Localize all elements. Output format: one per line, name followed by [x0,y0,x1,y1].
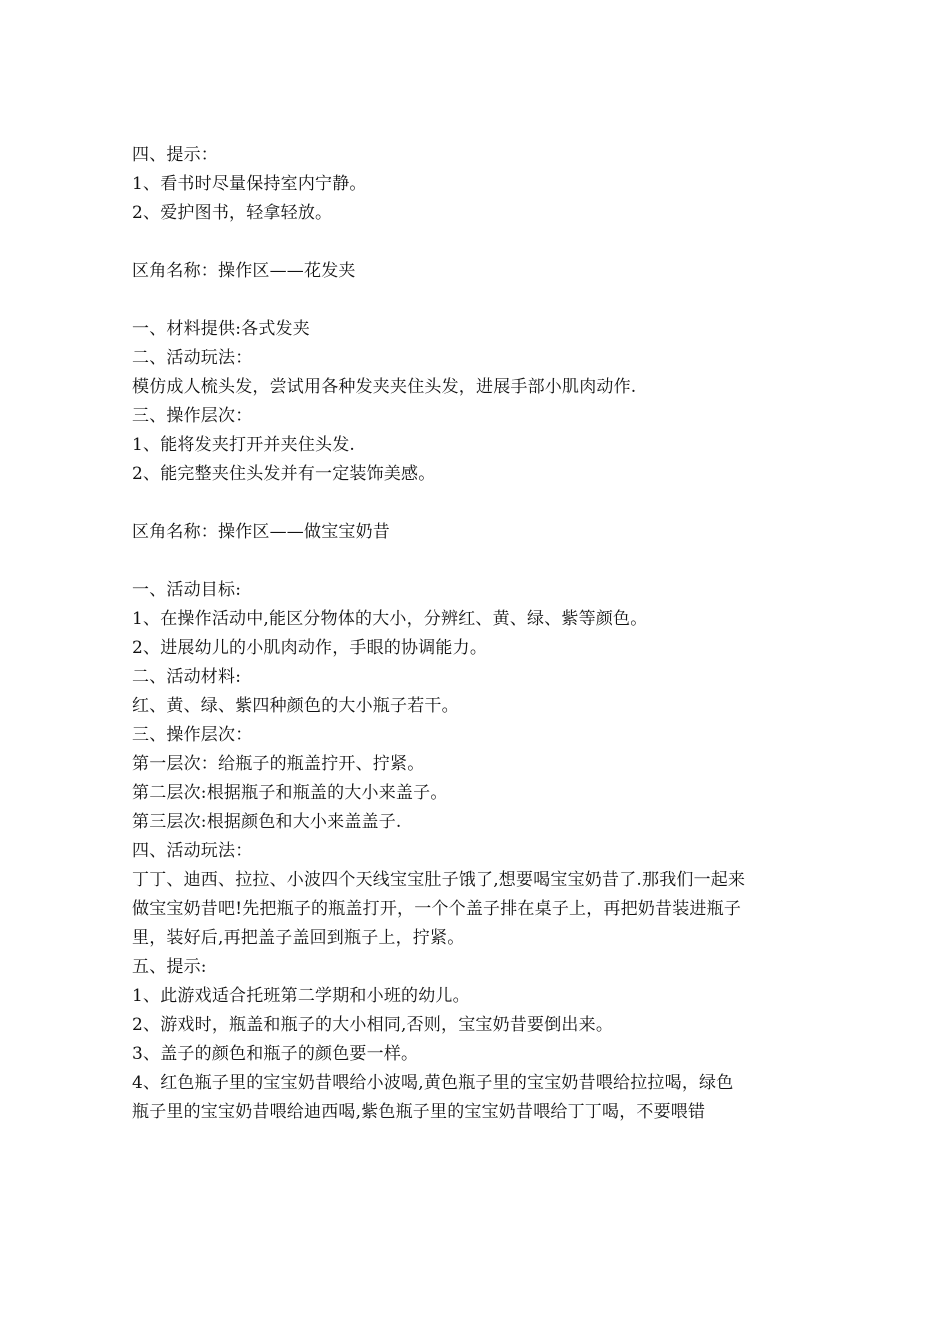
tips-item: 2、爱护图书，轻拿轻放。 [132,203,333,223]
milkshake-levels-heading: 三、操作层次： [132,725,253,745]
hairclip-play-text: 模仿成人梳头发，尝试用各种发夹夹住头发，进展手部小肌肉动作. [132,377,637,397]
hairclip-level-item: 2、能完整夹住头发并有一定装饰美感。 [132,464,436,484]
milkshake-goal-item: 1、在操作活动中,能区分物体的大小，分辨红、黄、绿、紫等颜色。 [132,609,648,629]
milkshake-goals-heading: 一、活动目标: [132,580,242,600]
blank-line [132,286,832,315]
milkshake-materials-text: 红、黄、绿、紫四种颜色的大小瓶子若干。 [132,696,459,716]
milkshake-play-line: 做宝宝奶昔吧!先把瓶子的瓶盖打开，一个个盖子排在桌子上，再把奶昔装进瓶子 [132,899,742,919]
milkshake-tip-item: 1、此游戏适合托班第二学期和小班的幼儿。 [132,986,470,1006]
tips-item: 1、看书时尽量保持室内宁静。 [132,174,367,194]
milkshake-tip-item: 2、游戏时，瓶盖和瓶子的大小相同,否则，宝宝奶昔要倒出来。 [132,1015,614,1035]
hairclip-level-item: 1、能将发夹打开并夹住头发. [132,435,356,455]
milkshake-level-item: 第一层次：给瓶子的瓶盖拧开、拧紧。 [132,754,425,774]
milkshake-tips-heading: 五、提示: [132,957,207,977]
tips-heading: 四、提示： [132,145,218,165]
milkshake-level-item: 第三层次:根据颜色和大小来盖盖子. [132,812,402,832]
milkshake-materials-heading: 二、活动材料: [132,667,242,687]
document-body [132,141,832,1127]
blank-line [132,547,832,576]
corner-title-milkshake: 区角名称：操作区——做宝宝奶昔 [132,522,390,542]
hairclip-materials: 一、材料提供:各式发夹 [132,319,310,339]
milkshake-play-line: 里，装好后,再把盖子盖回到瓶子上，拧紧。 [132,928,465,948]
milkshake-tip4-line: 4、红色瓶子里的宝宝奶昔喂给小波喝,黄色瓶子里的宝宝奶昔喂给拉拉喝，绿色 [132,1073,734,1093]
milkshake-level-item: 第二层次:根据瓶子和瓶盖的大小来盖子。 [132,783,448,803]
milkshake-tip-item: 3、盖子的颜色和瓶子的颜色要一样。 [132,1044,419,1064]
hairclip-play-heading: 二、活动玩法： [132,348,253,368]
milkshake-goal-item: 2、进展幼儿的小肌肉动作，手眼的协调能力。 [132,638,488,658]
milkshake-play-line: 丁丁、迪西、拉拉、小波四个天线宝宝肚子饿了,想要喝宝宝奶昔了.那我们一起来 [132,870,746,890]
corner-title-hairclip: 区角名称：操作区——花发夹 [132,261,356,281]
hairclip-levels-heading: 三、操作层次： [132,406,253,426]
milkshake-play-heading: 四、活动玩法： [132,841,253,861]
milkshake-tip4-line: 瓶子里的宝宝奶昔喂给迪西喝,紫色瓶子里的宝宝奶昔喂给丁丁喝，不要喂错 [132,1102,706,1122]
blank-line [132,489,832,518]
blank-line [132,228,832,257]
